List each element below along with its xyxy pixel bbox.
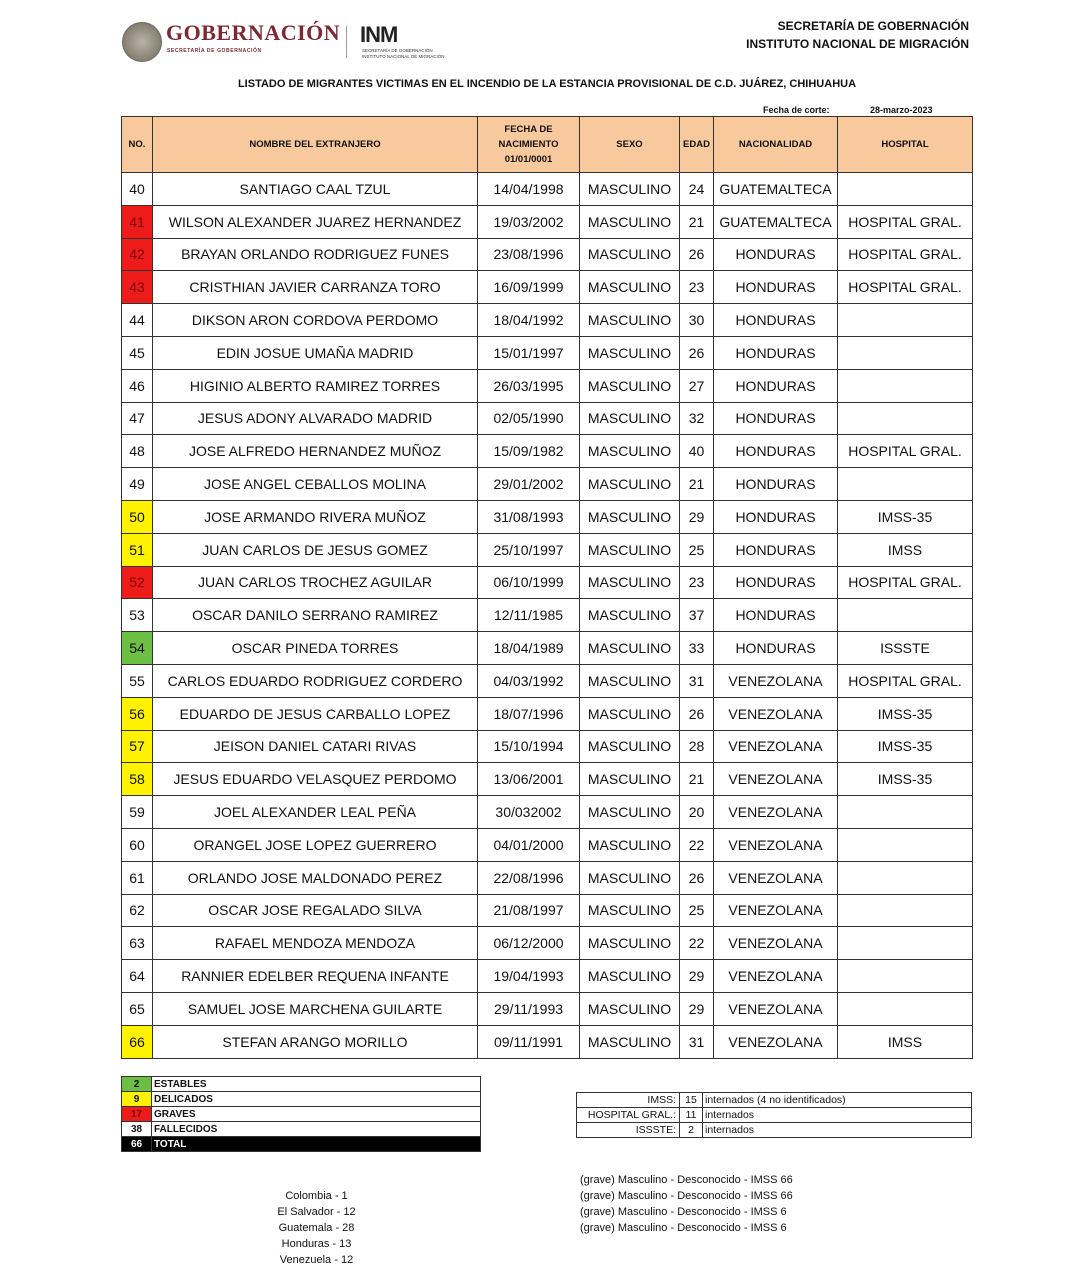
row-age: 29: [680, 960, 714, 993]
row-birthdate: 16/09/1999: [478, 271, 580, 304]
row-name: WILSON ALEXANDER JUAREZ HERNANDEZ: [153, 205, 478, 238]
row-sex: MASCULINO: [580, 566, 680, 599]
inm-logo-text: INM: [360, 22, 398, 47]
col-header-nombre: NOMBRE DEL EXTRANJERO: [153, 117, 478, 173]
row-nationality: VENEZOLANA: [714, 960, 838, 993]
row-sex: MASCULINO: [580, 238, 680, 271]
row-birthdate: 15/10/1994: [478, 730, 580, 763]
hospital-summary-name: IMSS:: [577, 1093, 680, 1108]
row-age: 30: [680, 304, 714, 337]
row-hospital: IMSS: [838, 1025, 973, 1058]
row-age: 25: [680, 533, 714, 566]
row-age: 31: [680, 1025, 714, 1058]
header-logos: [122, 18, 462, 68]
row-nationality: VENEZOLANA: [714, 730, 838, 763]
row-hospital: [838, 992, 973, 1025]
row-nationality: HONDURAS: [714, 238, 838, 271]
row-number: 65: [122, 992, 153, 1025]
unidentified-item: (grave) Masculino - Desconocido - IMSS 66: [580, 1190, 793, 1202]
row-sex: MASCULINO: [580, 861, 680, 894]
row-sex: MASCULINO: [580, 500, 680, 533]
row-age: 24: [680, 173, 714, 206]
row-name: DIKSON ARON CORDOVA PERDOMO: [153, 304, 478, 337]
row-number: 46: [122, 369, 153, 402]
row-sex: MASCULINO: [580, 894, 680, 927]
row-number: 41: [122, 205, 153, 238]
table-row: [122, 894, 973, 927]
row-birthdate: 19/03/2002: [478, 205, 580, 238]
row-age: 22: [680, 828, 714, 861]
table-body: [122, 173, 973, 1059]
row-number: 63: [122, 927, 153, 960]
row-hospital: [838, 173, 973, 206]
row-hospital: HOSPITAL GRAL.: [838, 566, 973, 599]
row-number: 47: [122, 402, 153, 435]
row-nationality: HONDURAS: [714, 468, 838, 501]
row-hospital: [838, 960, 973, 993]
row-sex: MASCULINO: [580, 173, 680, 206]
table-row: [122, 173, 973, 206]
row-sex: MASCULINO: [580, 336, 680, 369]
row-number: 44: [122, 304, 153, 337]
row-nationality: HONDURAS: [714, 500, 838, 533]
legend-label: TOTAL: [152, 1137, 481, 1152]
cutoff-date-value: 28-marzo-2023: [870, 105, 933, 115]
row-name: JESUS ADONY ALVARADO MADRID: [153, 402, 478, 435]
row-birthdate: 14/04/1998: [478, 173, 580, 206]
hospital-summary: [576, 1092, 972, 1138]
legend-label: ESTABLES: [152, 1077, 481, 1092]
row-sex: MASCULINO: [580, 992, 680, 1025]
table-row: [122, 992, 973, 1025]
hospital-summary-text: internados (4 no identificados): [703, 1093, 972, 1108]
row-name: ORANGEL JOSE LOPEZ GUERRERO: [153, 828, 478, 861]
table-row: [122, 566, 973, 599]
hospital-summary-name: ISSSTE:: [577, 1123, 680, 1138]
row-age: 21: [680, 468, 714, 501]
row-sex: MASCULINO: [580, 533, 680, 566]
row-name: OSCAR JOSE REGALADO SILVA: [153, 894, 478, 927]
row-number: 55: [122, 664, 153, 697]
unidentified-item: (grave) Masculino - Desconocido - IMSS 6: [580, 1206, 787, 1218]
table-row: [122, 664, 973, 697]
row-sex: MASCULINO: [580, 664, 680, 697]
row-hospital: IMSS-35: [838, 500, 973, 533]
legend-count: 66: [122, 1137, 152, 1152]
row-number: 61: [122, 861, 153, 894]
table-row: [122, 238, 973, 271]
row-nationality: VENEZOLANA: [714, 763, 838, 796]
row-hospital: [838, 402, 973, 435]
table-row: [122, 927, 973, 960]
row-age: 20: [680, 796, 714, 829]
legend-row: [122, 1077, 481, 1092]
row-name: JUAN CARLOS DE JESUS GOMEZ: [153, 533, 478, 566]
row-number: 51: [122, 533, 153, 566]
row-age: 21: [680, 205, 714, 238]
legend-count: 2: [122, 1077, 152, 1092]
legend-row: [122, 1092, 481, 1107]
legend-label: DELICADOS: [152, 1092, 481, 1107]
hospital-summary-row: [577, 1093, 972, 1108]
row-hospital: HOSPITAL GRAL.: [838, 205, 973, 238]
row-number: 53: [122, 599, 153, 632]
row-sex: MASCULINO: [580, 304, 680, 337]
legend-label: FALLECIDOS: [152, 1122, 481, 1137]
row-number: 60: [122, 828, 153, 861]
row-sex: MASCULINO: [580, 697, 680, 730]
row-hospital: [838, 369, 973, 402]
row-nationality: HONDURAS: [714, 369, 838, 402]
row-age: 22: [680, 927, 714, 960]
row-number: 59: [122, 796, 153, 829]
row-hospital: [838, 796, 973, 829]
row-name: BRAYAN ORLANDO RODRIGUEZ FUNES: [153, 238, 478, 271]
row-sex: MASCULINO: [580, 468, 680, 501]
row-nationality: HONDURAS: [714, 599, 838, 632]
unidentified-item: (grave) Masculino - Desconocido - IMSS 6: [580, 1222, 787, 1234]
row-nationality: VENEZOLANA: [714, 894, 838, 927]
row-number: 57: [122, 730, 153, 763]
row-nationality: VENEZOLANA: [714, 664, 838, 697]
row-hospital: HOSPITAL GRAL.: [838, 664, 973, 697]
unidentified-item: (grave) Masculino - Desconocido - IMSS 66: [580, 1174, 793, 1186]
row-sex: MASCULINO: [580, 763, 680, 796]
row-number: 48: [122, 435, 153, 468]
row-nationality: GUATEMALTECA: [714, 205, 838, 238]
row-nationality: VENEZOLANA: [714, 828, 838, 861]
inm-logo-subtitle-line2: INSTITUTO NACIONAL DE MIGRACIÓN: [362, 54, 445, 59]
row-name: CRISTHIAN JAVIER CARRANZA TORO: [153, 271, 478, 304]
table-row: [122, 632, 973, 665]
logo-divider: [346, 26, 347, 58]
row-sex: MASCULINO: [580, 960, 680, 993]
row-nationality: VENEZOLANA: [714, 796, 838, 829]
row-birthdate: 29/11/1993: [478, 992, 580, 1025]
header-right-line2: INSTITUTO NACIONAL DE MIGRACIÓN: [746, 37, 969, 51]
row-sex: MASCULINO: [580, 402, 680, 435]
row-nationality: VENEZOLANA: [714, 697, 838, 730]
table-row: [122, 304, 973, 337]
row-sex: MASCULINO: [580, 828, 680, 861]
country-counts: [240, 1188, 393, 1268]
table-row: [122, 1025, 973, 1058]
row-hospital: [838, 304, 973, 337]
row-nationality: VENEZOLANA: [714, 861, 838, 894]
inm-logo-subtitle: [362, 48, 445, 60]
row-age: 31: [680, 664, 714, 697]
row-name: EDUARDO DE JESUS CARBALLO LOPEZ: [153, 697, 478, 730]
legend-row: [122, 1137, 481, 1152]
country-count-item: Honduras - 13: [281, 1238, 352, 1250]
row-number: 50: [122, 500, 153, 533]
row-name: STEFAN ARANGO MORILLO: [153, 1025, 478, 1058]
legend-count: 38: [122, 1122, 152, 1137]
row-sex: MASCULINO: [580, 599, 680, 632]
row-sex: MASCULINO: [580, 435, 680, 468]
row-hospital: IMSS-35: [838, 730, 973, 763]
row-name: JOEL ALEXANDER LEAL PEÑA: [153, 796, 478, 829]
row-hospital: IMSS-35: [838, 763, 973, 796]
row-name: JOSE ALFREDO HERNANDEZ MUÑOZ: [153, 435, 478, 468]
country-count-item: Colombia - 1: [285, 1190, 348, 1202]
row-birthdate: 30/032002: [478, 796, 580, 829]
row-hospital: [838, 336, 973, 369]
row-number: 64: [122, 960, 153, 993]
table-row: [122, 468, 973, 501]
row-age: 37: [680, 599, 714, 632]
row-hospital: IMSS: [838, 533, 973, 566]
row-sex: MASCULINO: [580, 205, 680, 238]
row-birthdate: 18/07/1996: [478, 697, 580, 730]
row-birthdate: 21/08/1997: [478, 894, 580, 927]
row-nationality: HONDURAS: [714, 632, 838, 665]
row-hospital: [838, 828, 973, 861]
row-number: 56: [122, 697, 153, 730]
row-birthdate: 23/08/1996: [478, 238, 580, 271]
row-nationality: VENEZOLANA: [714, 1025, 838, 1058]
row-number: 42: [122, 238, 153, 271]
row-hospital: HOSPITAL GRAL.: [838, 271, 973, 304]
table-row: [122, 500, 973, 533]
row-name: RANNIER EDELBER REQUENA INFANTE: [153, 960, 478, 993]
col-header-no: NO.: [122, 117, 153, 173]
row-birthdate: 06/10/1999: [478, 566, 580, 599]
row-name: RAFAEL MENDOZA MENDOZA: [153, 927, 478, 960]
row-age: 29: [680, 992, 714, 1025]
row-sex: MASCULINO: [580, 796, 680, 829]
row-number: 45: [122, 336, 153, 369]
row-age: 23: [680, 566, 714, 599]
hospital-summary-text: internados: [703, 1108, 972, 1123]
col-header-nacionalidad: NACIONALIDAD: [714, 117, 838, 173]
row-sex: MASCULINO: [580, 632, 680, 665]
row-name: HIGINIO ALBERTO RAMIREZ TORRES: [153, 369, 478, 402]
header-right-line1: SECRETARÍA DE GOBERNACIÓN: [777, 19, 969, 33]
row-number: 43: [122, 271, 153, 304]
row-hospital: HOSPITAL GRAL.: [838, 435, 973, 468]
legend-row: [122, 1107, 481, 1122]
row-birthdate: 09/11/1991: [478, 1025, 580, 1058]
hospital-summary-count: 11: [680, 1108, 703, 1123]
row-birthdate: 29/01/2002: [478, 468, 580, 501]
row-birthdate: 18/04/1992: [478, 304, 580, 337]
cutoff-date-label: Fecha de corte:: [763, 105, 830, 115]
table-row: [122, 730, 973, 763]
row-name: ORLANDO JOSE MALDONADO PEREZ: [153, 861, 478, 894]
row-birthdate: 13/06/2001: [478, 763, 580, 796]
legend-row: [122, 1122, 481, 1137]
hospital-summary-count: 15: [680, 1093, 703, 1108]
row-hospital: [838, 468, 973, 501]
col-header-fecha: FECHA DE NACIMIENTO 01/01/0001: [478, 117, 580, 173]
status-legend: [121, 1076, 481, 1152]
row-nationality: HONDURAS: [714, 271, 838, 304]
hospital-summary-row: [577, 1123, 972, 1138]
legend-label: GRAVES: [152, 1107, 481, 1122]
row-birthdate: 12/11/1985: [478, 599, 580, 632]
row-birthdate: 31/08/1993: [478, 500, 580, 533]
row-age: 32: [680, 402, 714, 435]
table-row: [122, 533, 973, 566]
row-sex: MASCULINO: [580, 271, 680, 304]
hospital-summary-count: 2: [680, 1123, 703, 1138]
row-age: 33: [680, 632, 714, 665]
table-header-row: [122, 117, 973, 173]
hospital-summary-row: [577, 1108, 972, 1123]
row-number: 54: [122, 632, 153, 665]
row-nationality: HONDURAS: [714, 304, 838, 337]
row-age: 27: [680, 369, 714, 402]
row-number: 49: [122, 468, 153, 501]
row-age: 26: [680, 697, 714, 730]
row-birthdate: 15/01/1997: [478, 336, 580, 369]
row-age: 29: [680, 500, 714, 533]
row-name: OSCAR PINEDA TORRES: [153, 632, 478, 665]
table-row: [122, 271, 973, 304]
row-name: SANTIAGO CAAL TZUL: [153, 173, 478, 206]
table-row: [122, 960, 973, 993]
row-birthdate: 02/05/1990: [478, 402, 580, 435]
row-nationality: HONDURAS: [714, 435, 838, 468]
row-nationality: HONDURAS: [714, 533, 838, 566]
row-birthdate: 19/04/1993: [478, 960, 580, 993]
row-number: 40: [122, 173, 153, 206]
row-birthdate: 25/10/1997: [478, 533, 580, 566]
row-name: JEISON DANIEL CATARI RIVAS: [153, 730, 478, 763]
row-number: 62: [122, 894, 153, 927]
row-nationality: HONDURAS: [714, 402, 838, 435]
row-birthdate: 26/03/1995: [478, 369, 580, 402]
row-nationality: HONDURAS: [714, 566, 838, 599]
row-name: CARLOS EDUARDO RODRIGUEZ CORDERO: [153, 664, 478, 697]
row-nationality: HONDURAS: [714, 336, 838, 369]
table-row: [122, 599, 973, 632]
row-name: JOSE ANGEL CEBALLOS MOLINA: [153, 468, 478, 501]
row-hospital: [838, 894, 973, 927]
gobernacion-logo-text: GOBERNACIÓN: [166, 20, 341, 45]
row-number: 58: [122, 763, 153, 796]
row-nationality: GUATEMALTECA: [714, 173, 838, 206]
row-hospital: [838, 599, 973, 632]
row-hospital: ISSSTE: [838, 632, 973, 665]
row-name: SAMUEL JOSE MARCHENA GUILARTE: [153, 992, 478, 1025]
row-age: 21: [680, 763, 714, 796]
row-age: 40: [680, 435, 714, 468]
table-row: [122, 402, 973, 435]
inm-logo-subtitle-line1: SECRETARÍA DE GOBERNACIÓN: [362, 48, 433, 53]
row-birthdate: 22/08/1996: [478, 861, 580, 894]
row-name: OSCAR DANILO SERRANO RAMIREZ: [153, 599, 478, 632]
row-name: JESUS EDUARDO VELASQUEZ PERDOMO: [153, 763, 478, 796]
row-sex: MASCULINO: [580, 369, 680, 402]
table-row: [122, 763, 973, 796]
table-row: [122, 205, 973, 238]
table-row: [122, 861, 973, 894]
row-age: 26: [680, 861, 714, 894]
row-birthdate: 18/04/1989: [478, 632, 580, 665]
gobernacion-logo-subtitle: SECRETARÍA DE GOBERNACIÓN: [167, 48, 262, 54]
table-row: [122, 796, 973, 829]
legend-count: 17: [122, 1107, 152, 1122]
row-birthdate: 06/12/2000: [478, 927, 580, 960]
row-number: 52: [122, 566, 153, 599]
row-birthdate: 04/01/2000: [478, 828, 580, 861]
row-sex: MASCULINO: [580, 1025, 680, 1058]
page-title: LISTADO DE MIGRANTES VICTIMAS EN EL INCENDIO DE LA ESTANCIA PROVISIONAL DE C.D. JUÁREZ, CHIHUAHUA: [237, 78, 857, 90]
row-hospital: IMSS-35: [838, 697, 973, 730]
row-hospital: HOSPITAL GRAL.: [838, 238, 973, 271]
col-header-edad: EDAD: [680, 117, 714, 173]
hospital-summary-name: HOSPITAL GRAL.:: [577, 1108, 680, 1123]
country-count-item: El Salvador - 12: [277, 1206, 356, 1218]
row-hospital: [838, 927, 973, 960]
row-name: EDIN JOSUE UMAÑA MADRID: [153, 336, 478, 369]
row-birthdate: 04/03/1992: [478, 664, 580, 697]
victims-table: [121, 116, 973, 1059]
row-sex: MASCULINO: [580, 730, 680, 763]
col-header-sexo: SEXO: [580, 117, 680, 173]
hospital-summary-text: internados: [703, 1123, 972, 1138]
row-number: 66: [122, 1025, 153, 1058]
table-row: [122, 828, 973, 861]
row-age: 23: [680, 271, 714, 304]
legend-count: 9: [122, 1092, 152, 1107]
table-row: [122, 697, 973, 730]
row-sex: MASCULINO: [580, 927, 680, 960]
row-age: 25: [680, 894, 714, 927]
table-row: [122, 369, 973, 402]
row-hospital: [838, 861, 973, 894]
table-row: [122, 336, 973, 369]
country-count-item: Venezuela - 12: [279, 1254, 354, 1266]
table-row: [122, 435, 973, 468]
row-name: JOSE ARMANDO RIVERA MUÑOZ: [153, 500, 478, 533]
row-age: 26: [680, 336, 714, 369]
unidentified-list: [580, 1172, 793, 1236]
row-age: 28: [680, 730, 714, 763]
row-name: JUAN CARLOS TROCHEZ AGUILAR: [153, 566, 478, 599]
national-seal-icon: [122, 22, 162, 62]
col-header-hospital: HOSPITAL: [838, 117, 973, 173]
row-nationality: VENEZOLANA: [714, 927, 838, 960]
row-age: 26: [680, 238, 714, 271]
row-nationality: VENEZOLANA: [714, 992, 838, 1025]
country-count-item: Guatemala - 28: [278, 1222, 355, 1234]
row-birthdate: 15/09/1982: [478, 435, 580, 468]
